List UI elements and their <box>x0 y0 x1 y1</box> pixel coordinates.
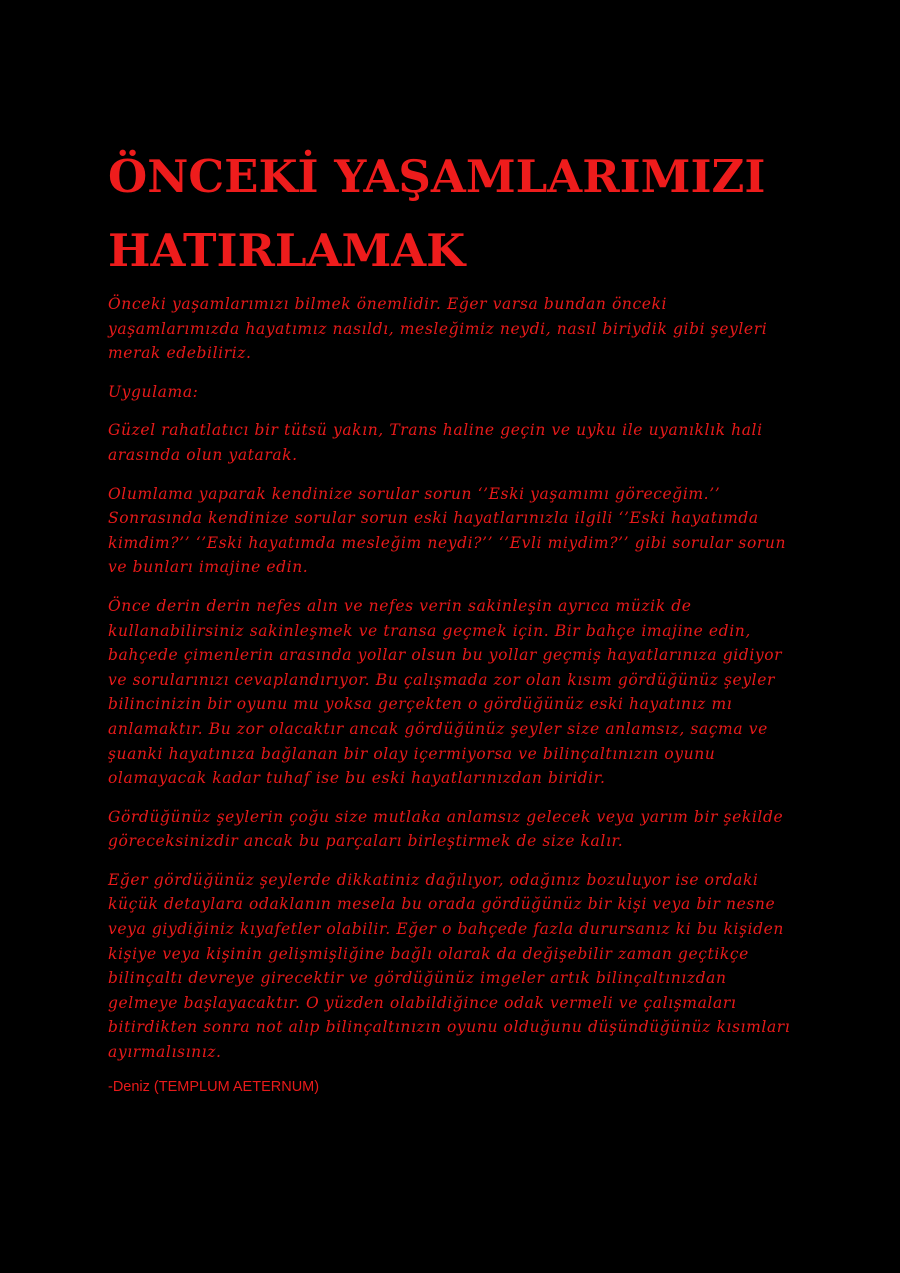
document-page <box>108 140 792 1095</box>
body-paragraph: Güzel rahatlatıcı bir tütsü yakın, Trans haline geçin ve uyku ile uyanıklık hali arasında olun yatarak. <box>108 421 763 464</box>
intro-paragraph: Önceki yaşamlarımızı bilmek önemlidir. Eğer varsa bundan önceki yaşamlarımızda hayatımız nasıldı, mesleğimiz neydi, nasıl biriydik gibi şeyleri merak edebiliriz. <box>108 295 768 363</box>
body-paragraph: Gördüğünüz şeylerin çoğu size mutlaka anlamsız gelecek veya yarım bir şekilde göreceksinizdir ancak bu parçaları birleştirmek de size kalır. <box>108 807 784 851</box>
body-paragraph: Olumlama yaparak kendinize sorular sorun ‘’Eski yaşamımı göreceğim.’’ Sonrasında kendinize sorular sorun eski hayatlarınızla ilgili ‘’Eski hayatımda kimdim?’’ ‘’Eski hayatımda mesleğim neydi?’’ ‘’Evli miydim?’’ gibi sorular sorun ve bunları imajine edin. <box>108 484 787 577</box>
title-line-2: HATIRLAMAK <box>108 224 466 277</box>
body-paragraph: Önce derin derin nefes alın ve nefes verin sakinleşin ayrıca müzik de kullanabilirsiniz sakinleşmek ve transa geçmek için. Bir bahçe imajine edin, bahçede çimenlerin arasında yollar olsun bu yollar geçmiş hayatlarınıza gidiyor ve sorularınızı cevaplandırıyor. Bu çalışmada zor olan kısım gördüğünüz şeyler bilincinizin bir oyunu mu yoksa gerçekten o gördüğünüz eski hayatınız mı anlamaktır. Bu zor olacaktır ancak gördüğünüz şeyler size anlamsız, saçma ve şuanki hayatınıza bağlanan bir olay içermiyorsa ve bilinçaltınızın oyunu olamayacak kadar tuhaf ise bu eski hayatlarınızdan biridir. <box>108 596 783 788</box>
title-line-1: ÖNCEKİ YAŞAMLARIMIZI <box>108 150 766 203</box>
page-title <box>108 140 792 288</box>
author-signature: -Deniz (TEMPLUM AETERNUM) <box>108 1078 320 1095</box>
body-paragraph: Eğer gördüğünüz şeylerde dikkatiniz dağılıyor, odağınız bozuluyor ise ordaki küçük detaylara odaklanın mesela bu orada gördüğünüz bir kişi veya bir nesne veya giydiğiniz kıyafetler olabilir. Eğer o bahçede fazla durursanız ki bu kişiden kişiye veya kişinin gelişmişliğine bağlı olarak da değişebilir zaman geçtikçe bilinçaltı devreye girecektir ve gördüğünüz imgeler artık bilinçaltınızdan gelmeye başlayacaktır. O yüzden olabildiğince odak vermeli ve çalışmaları bitirdikten sonra not alıp bilinçaltınızın oyunu olduğunu düşündüğünüz kısımları ayırmalısınız. <box>108 870 791 1062</box>
section-label: Uygulama: <box>108 382 199 401</box>
